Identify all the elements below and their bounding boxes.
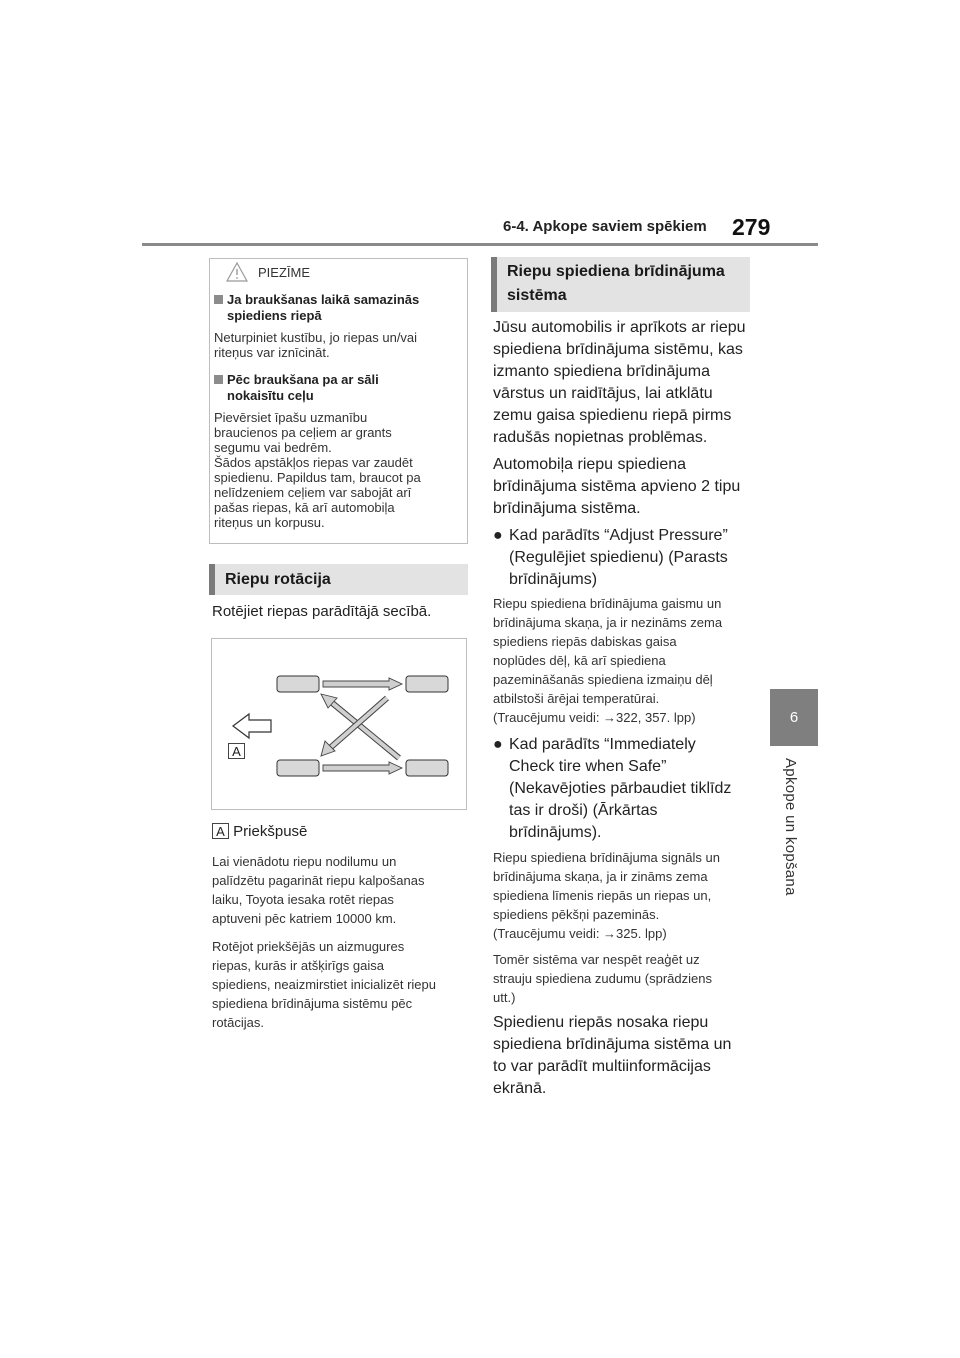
tire-rotation-diagram [211,638,467,810]
legend-marker-a: A [212,823,229,839]
note-title: PIEZĪME [258,265,311,280]
tire-front-left [277,676,319,692]
tire-rear-left [277,760,319,776]
chapter-label: Apkope un kopšana [782,758,799,896]
note-item-body: Neturpiniet kustību, jo riepas un/vai riteņus var iznīcināt. [214,330,418,360]
chapter-tab [770,689,818,746]
note-item [214,292,464,360]
legend-front [212,821,307,842]
tpws-small-3: Tomēr sistēma var nespēt reaģēt uz strauju spiediena zudumu (sprādziens utt.) [493,952,712,1005]
note-item-heading: Ja braukšanas laikā samazinās spiediens riepā [214,292,464,324]
note-item-heading: Pēc braukšana pa ar sāli nokaisītu ceļu [214,372,464,404]
note-item-body: Pievērsiet īpašu uzmanību braucienos pa ceļiem ar grants segumu vai bedrēm. Šādos apstākļos riepas var zaudēt spiedienu. Papildus tam, braucot pa nelīdzeniem ceļiem var sabojāt arī pašas riepas, kā arī automobiļa riteņus un korpusu. [214,410,421,530]
arrow-diagonal-down [321,698,387,756]
arrow-front [323,678,402,690]
tpws-para-1: Jūsu automobilis ir aprīkots ar riepu spiediena brīdinājuma sistēmu, kas izmanto spiediena brīdinājuma vārstus un raidītājus, lai atklātu zemu gaisa spiedienu riepā pirms radušās nopietnas problēmas. [493,319,746,446]
tpws-small-1: Riepu spiediena brīdinājuma gaismu un brīdinājuma skaņa, ja ir nezināms zema spiediens riepās dabiskas gaisa noplūdes dēļ, kā arī spiediena pazemināšanās spiediena izmaiņu dēļ atbilstoši ārējai temperatūrai. (Traucējumu veidi: →322, 357. lpp) [493,596,723,725]
bullet-dot-icon: ● [493,527,503,544]
square-bullet-icon [214,295,223,304]
note-item [214,372,464,530]
diagram-marker-a: A [228,743,245,759]
tpws-para-3: Spiedienu riepās nosaka riepu spiediena brīdinājuma sistēma un to var parādīt multiinformācijas ekrānā. [493,1014,732,1097]
legend-text: Priekšpusē [233,823,308,840]
front-direction-arrow-icon [233,714,271,738]
bullet-dot-icon: ● [493,736,503,753]
tpws-small-2: Riepu spiediena brīdinājuma signāls un brīdinājuma skaņa, ja ir zināms zema spiediena līmenis riepās un riepas un, spiediens pēkšņi pazeminās. (Traucējumu veidi: →325. lpp) [493,850,720,941]
arrow-rear [323,762,402,774]
tire-rear-right [406,760,448,776]
square-bullet-icon [214,375,223,384]
tpws-para-2: Automobiļa riepu spiediena brīdinājuma sistēma apvieno 2 tipu brīdinājuma sistēma. [493,456,741,517]
rotation-intro: Rotējiet riepas parādītājā secībā. [212,603,432,620]
tire-front-right [406,676,448,692]
rotation-arrows [211,638,467,810]
bullet-text: Kad parādīts “Adjust Pressure” (Regulējiet spiedienu) (Parasts brīdinājums) [509,527,728,588]
page-number: 279 [732,214,771,240]
rotation-para-1: Lai vienādotu riepu nodilumu un palīdzētu pagarināt riepu kalpošanas laiku, Toyota iesaka rotēt riepas aptuveni pēc katriem 10000 km. [212,854,425,926]
header-divider [142,243,818,246]
bullet-item [493,734,755,844]
chapter-number: 6 [789,709,799,726]
bullet-text: Kad parādīts “Immediately Check tire when Safe” (Nekavējoties pārbaudiet tiklīdz tas ir droši) (Ārkārtas brīdinājums). [509,736,732,841]
section-banner-rotation: Riepu rotācija [209,564,468,595]
section-banner-tpws: Riepu spiediena brīdinājuma sistēma [491,257,750,312]
section-title: 6-4. Apkope saviem spēkiem [503,218,707,235]
rotation-para-2: Rotējot priekšējās un aizmugures riepas, kurās ir atšķirīgs gaisa spiediens, neaizmirstiet inicializēt riepu spiediena brīdinājuma sistēmu pēc rotācijas. [212,939,436,1030]
bullet-item [493,525,755,591]
warning-triangle-icon [226,262,248,282]
